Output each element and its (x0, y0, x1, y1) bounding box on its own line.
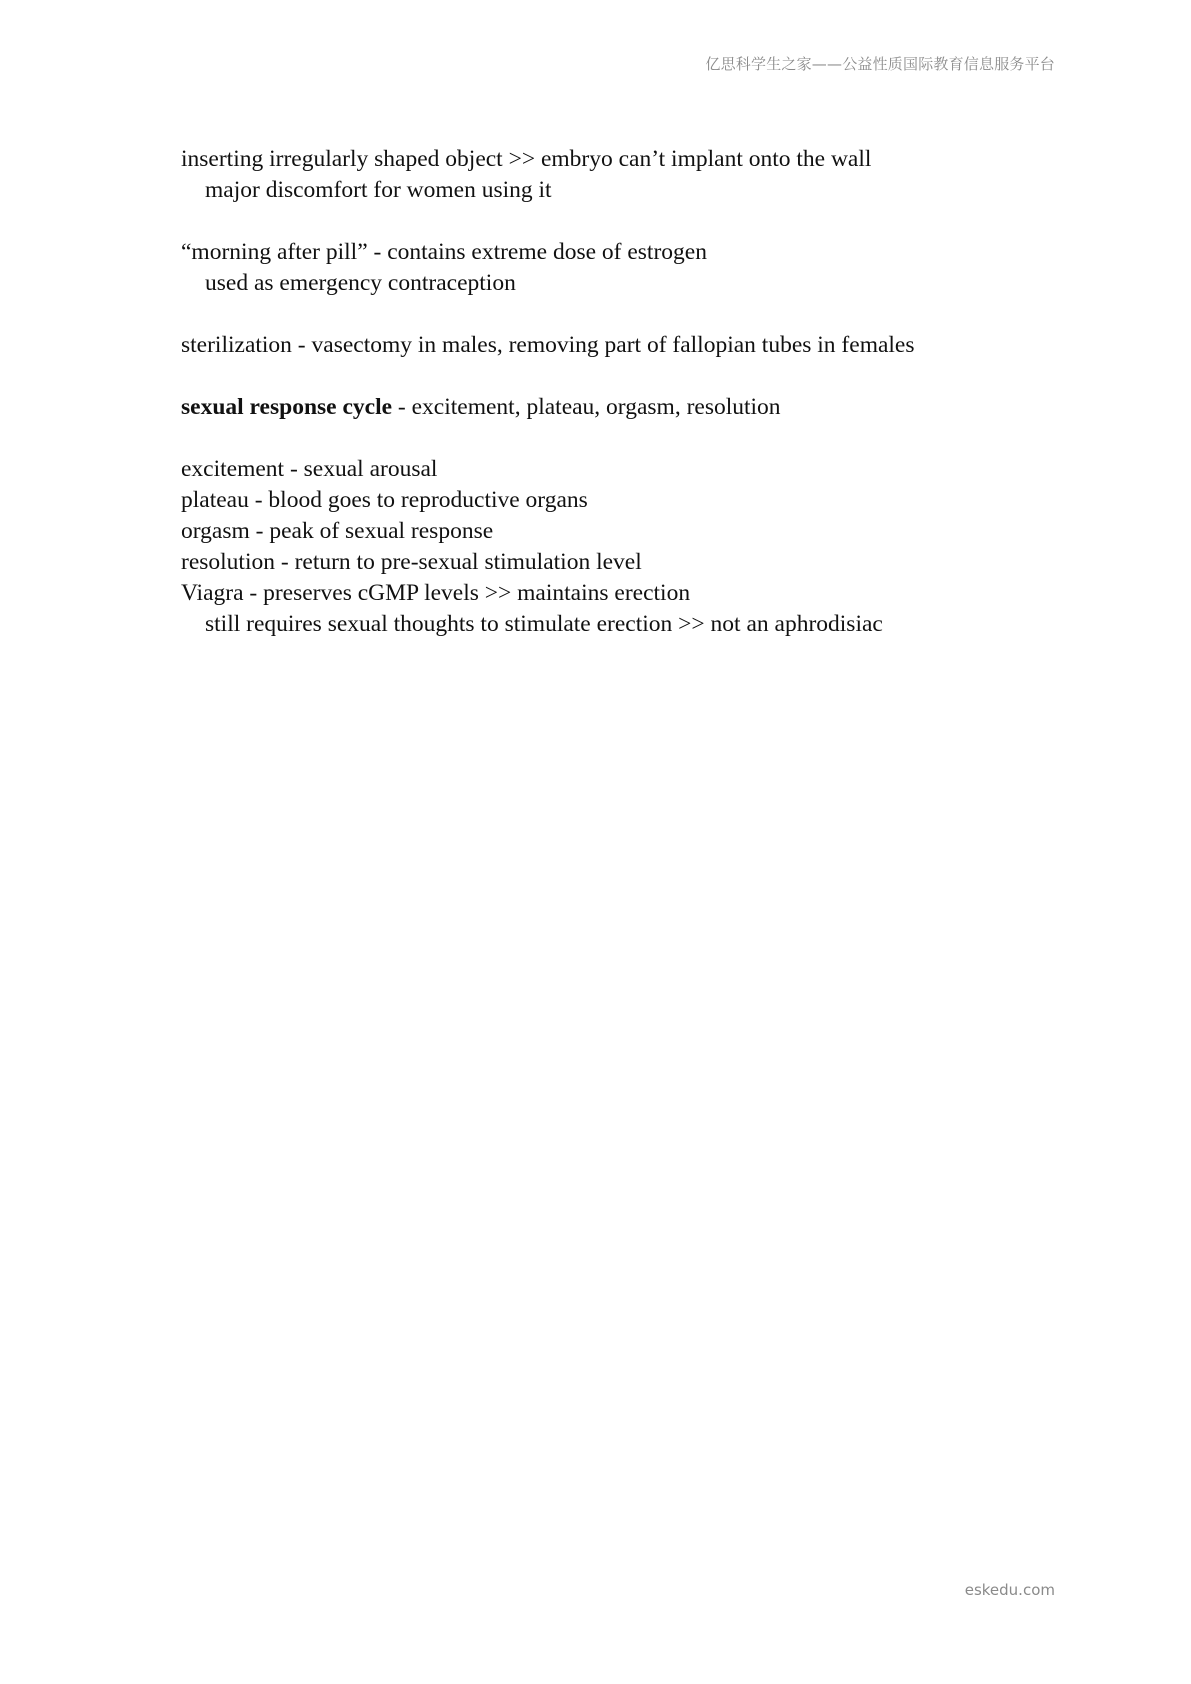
iud-subline: major discomfort for women using it (205, 177, 552, 203)
site-header-title: 亿思科学生之家——公益性质国际教育信息服务平台 (705, 55, 1055, 73)
sterilization-line: sterilization - vasectomy in males, removing part of fallopian tubes in females (181, 332, 915, 358)
paragraph-gap (181, 299, 1081, 330)
response-cycle-line (181, 392, 1081, 423)
phase-plateau: plateau - blood goes to reproductive organs (181, 487, 588, 513)
iud-line: inserting irregularly shaped object >> embryo can’t implant onto the wall (181, 146, 872, 172)
morning-after-line: “morning after pill” - contains extreme dose of estrogen (181, 239, 707, 265)
morning-after-subline: used as emergency contraception (205, 270, 516, 296)
viagra-line: Viagra - preserves cGMP levels >> maintains erection (181, 580, 691, 606)
phase-excitement: excitement - sexual arousal (181, 456, 438, 482)
phase-resolution: resolution - return to pre-sexual stimulation level (181, 549, 642, 575)
document-body (181, 144, 1081, 640)
paragraph-gap (181, 206, 1081, 237)
site-footer-url: eskedu.com (964, 1581, 1055, 1599)
response-cycle-term: sexual response cycle (181, 394, 393, 420)
phase-orgasm: orgasm - peak of sexual response (181, 518, 494, 544)
response-cycle-definition: - excitement, plateau, orgasm, resolution (392, 394, 781, 420)
paragraph-gap (181, 361, 1081, 392)
paragraph-gap (181, 423, 1081, 454)
viagra-subline: still requires sexual thoughts to stimulate erection >> not an aphrodisiac (205, 611, 883, 637)
